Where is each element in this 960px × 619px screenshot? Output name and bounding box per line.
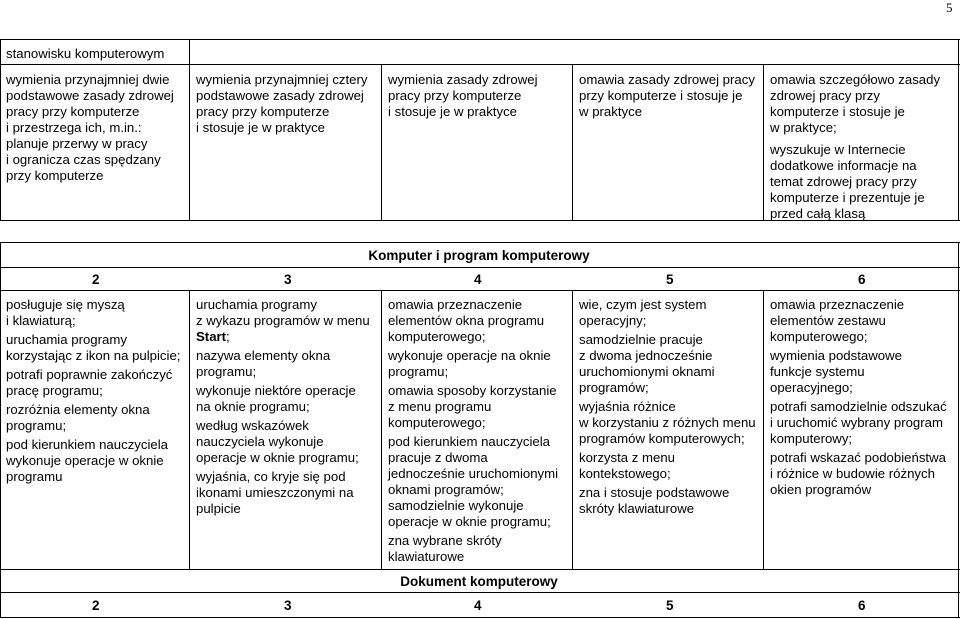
start-menu-label: Start (196, 329, 227, 344)
list-item: wykonuje niektóre operacje na oknie programu; (196, 383, 356, 414)
grade-header-4: 4 (474, 272, 482, 287)
list-item: potrafi wskazać podobieństwa i różnice w budowie różnych okien programów (770, 450, 946, 497)
grade-header-2: 2 (92, 272, 100, 287)
col2-after-start: ; (226, 329, 230, 344)
grade-header-2: 2 (92, 598, 100, 613)
col-grade-4 (388, 297, 571, 568)
grade-header-6: 6 (858, 272, 866, 287)
col-grade-6 (770, 297, 957, 501)
list-item: omawia przeznaczenie elementów zestawu komputerowego; (770, 297, 905, 344)
list-item: wyjaśnia, co kryje się pod ikonami umieszczonymi na pulpicie (196, 469, 354, 516)
list-item: pod kierunkiem nauczyciela wykonuje operacje w oknie programu (6, 437, 168, 484)
grade-header-4: 4 (474, 598, 482, 613)
top-cell-grade-5: omawia zasady zdrowej pracy przy komputerze i stosuje je w praktyce (579, 72, 755, 119)
grade-header-3: 3 (284, 272, 292, 287)
list-item: zna wybrane skróty klawiaturowe (388, 533, 502, 564)
list-item: wie, czym jest system operacyjny; (579, 297, 707, 328)
list-item: potrafi poprawnie zakończyć pracę programu; (6, 367, 173, 398)
col2-intro: uruchamia programy z wykazu programów w menu (196, 297, 370, 328)
top-table-heading: stanowisku komputerowym (6, 46, 165, 61)
list-item: posługuje się myszą i klawiaturą; (6, 297, 125, 328)
top-cell-grade-2: wymienia przynajmniej dwie podstawowe zasady zdrowej pracy przy komputerze i przestrzega ich, m.in.: planuje przerwy w pracy i ogranicza czas spędzany przy komputerze (6, 72, 174, 183)
top-cell-grade-6-extra: wyszukuje w Internecie dodatkowe informacje na temat zdrowej pracy przy komputerze i prezentuje je przed całą klasą (770, 142, 925, 221)
col-grade-3 (196, 297, 380, 520)
list-item: omawia przeznaczenie elementów okna programu komputerowego; (388, 297, 545, 344)
list-item: korzysta z menu kontekstowego; (579, 450, 676, 481)
section-title-dokument: Dokument komputerowy (400, 574, 558, 589)
list-item: rozróżnia elementy okna programu; (6, 402, 150, 433)
grade-header-3: 3 (284, 598, 292, 613)
list-item: samodzielnie pracuje z dwoma jednocześnie uruchomionymi oknami programów; (579, 332, 715, 395)
list-item: zna i stosuje podstawowe skróty klawiaturowe (579, 485, 730, 516)
grade-header-5: 5 (666, 272, 674, 287)
section-title-komputer: Komputer i program komputerowy (368, 248, 590, 263)
list-item: omawia sposoby korzystanie z menu programu komputerowego; (388, 383, 557, 430)
list-item: według wskazówek nauczyciela wykonuje operacje w oknie programu; (196, 418, 359, 465)
grade-header-6: 6 (858, 598, 866, 613)
page-number: 5 (946, 0, 953, 15)
top-cell-grade-3: wymienia przynajmniej cztery podstawowe zasady zdrowej pracy przy komputerze i stosuje je w praktyce (196, 72, 368, 135)
top-cell-grade-4: wymienia zasady zdrowej pracy przy komputerze i stosuje je w praktyce (388, 72, 538, 119)
list-item: wymienia podstawowe funkcje systemu operacyjnego; (770, 348, 902, 395)
list-item: uruchamia programy korzystając z ikon na pulpicie; (6, 332, 181, 363)
top-cell-grade-6 (770, 72, 940, 225)
list-item: pod kierunkiem nauczyciela pracuje z dwoma jednocześnie uruchomionymi oknami programów; samodzielnie wykonuje operacje w oknie programu; (388, 434, 559, 529)
list-item (196, 297, 380, 345)
list-item: nazywa elementy okna programu; (196, 348, 331, 379)
grade-header-5: 5 (666, 598, 674, 613)
list-item: potrafi samodzielnie odszukać i uruchomić wybrany program komputerowy; (770, 399, 947, 446)
top-cell-grade-6-text: omawia szczegółowo zasady zdrowej pracy przy komputerze i stosuje je w praktyce; (770, 72, 941, 135)
col-grade-5 (579, 297, 762, 520)
list-item: wykonuje operacje na oknie programu; (388, 348, 551, 379)
col-grade-2 (6, 297, 188, 488)
list-item: wyjaśnia różnice w korzystaniu z różnych menu programów komputerowych; (579, 399, 756, 446)
